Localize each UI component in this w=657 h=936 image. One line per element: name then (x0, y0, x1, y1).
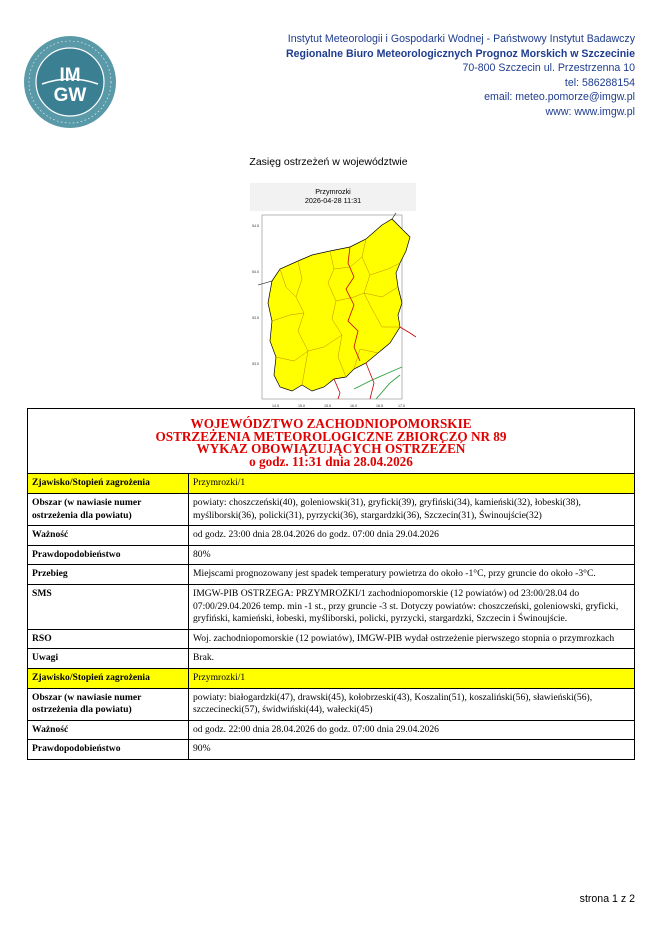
table-row (28, 474, 635, 494)
table-row (28, 740, 635, 760)
table-row (28, 668, 635, 688)
row-label: SMS (28, 584, 189, 629)
title-row (28, 409, 635, 474)
table-row (28, 649, 635, 669)
row-value: powiaty: choszczeński(40), goleniowski(31), gryficki(39), gryfiński(34), kamieński(32), łobeski(38), myśliborski(36), policki(31), pyrzycki(36), stargardzki(36), Szczecin(31), Świnoujście(32) (189, 493, 635, 525)
lon-tick: 15.5 (324, 404, 331, 408)
lat-tick: 53.5 (252, 316, 259, 320)
row-value: Brak. (189, 649, 635, 669)
warnings-table (27, 408, 635, 760)
row-label: Obszar (w nawiasie numer ostrzeżenia dla powiatu) (28, 688, 189, 720)
warning-map (250, 183, 416, 411)
title-line: o godz. 11:31 dnia 28.04.2026 (249, 453, 413, 469)
table-row (28, 545, 635, 565)
row-label: Prawdopodobieństwo (28, 545, 189, 565)
table-row (28, 526, 635, 546)
svg-text:IM: IM (59, 65, 81, 86)
row-value: 90% (189, 740, 635, 760)
lon-tick: 17.0 (398, 404, 405, 408)
row-label: Przebieg (28, 565, 189, 585)
lat-tick: 53.0 (252, 362, 259, 366)
row-value: IMGW-PIB OSTRZEGA: PRZYMROZKI/1 zachodniopomorskie (12 powiatów) od 23:00/28.04 do 07:00/29.04.2026 temp. min -1 st., przy gruncie -3 st. Dotyczy powiatów: choszczeński, goleniowski, gryficki, gryfiński, kamieński, łobeski, myśliborski, policki, pyrzycki, stargardzki, Szczecin i Świnoujście. (189, 584, 635, 629)
row-value: Woj. zachodniopomorskie (12 powiatów), IMGW-PIB wydał ostrzeżenie pierwszego stopnia o przymrozkach (189, 629, 635, 649)
map-header (250, 183, 416, 211)
row-label: Ważność (28, 526, 189, 546)
lon-tick: 16.0 (350, 404, 357, 408)
title-line: WYKAZ OBOWIĄZUJĄCYCH OSTRZEŻEŃ (196, 441, 466, 457)
lon-tick: 14.5 (272, 404, 279, 408)
table-row (28, 629, 635, 649)
map-title: Przymrozki (315, 187, 351, 196)
row-value: Przymrozki/1 (189, 474, 635, 494)
page-number: strona 1 z 2 (579, 893, 635, 905)
svg-text:GW: GW (53, 85, 87, 106)
table-row (28, 584, 635, 629)
lat-tick: 54.5 (252, 224, 259, 228)
title-line: OSTRZEŻENIA METEOROLOGICZNE ZBIORCZO NR 89 (155, 428, 507, 444)
document-title (28, 409, 635, 474)
office-name: Regionalne Biuro Meteorologicznych Prognoz Morskich w Szczecinie (285, 47, 635, 60)
lon-tick: 15.0 (298, 404, 305, 408)
row-label: RSO (28, 629, 189, 649)
lon-tick: 16.5 (376, 404, 383, 408)
institute-name: Instytut Meteorologii i Gospodarki Wodnej - Państwowy Instytut Badawczy (287, 33, 635, 45)
table-row (28, 688, 635, 720)
row-label: Prawdopodobieństwo (28, 740, 189, 760)
row-value: od godz. 23:00 dnia 28.04.2026 do godz. 07:00 dnia 29.04.2026 (189, 526, 635, 546)
address: 70-800 Szczecin ul. Przestrzenna 10 (462, 62, 635, 75)
row-label: Ważność (28, 720, 189, 740)
table-row (28, 565, 635, 585)
map-date: 2026-04-28 11:31 (304, 196, 362, 205)
table-row (28, 720, 635, 740)
row-value: Przymrozki/1 (189, 668, 635, 688)
title-line: WOJEWÓDZTWO ZACHODNIOPOMORSKIE (190, 416, 472, 431)
row-label: Uwagi (28, 649, 189, 669)
row-label: Zjawisko/Stopień zagrożenia (28, 474, 189, 494)
row-value: od godz. 22:00 dnia 28.04.2026 do godz. 07:00 dnia 29.04.2026 (189, 720, 635, 740)
institute-header (286, 32, 635, 120)
website-link[interactable]: www: www.imgw.pl (545, 105, 635, 118)
row-label: Zjawisko/Stopień zagrożenia (28, 668, 189, 688)
imgw-logo (22, 34, 118, 130)
email-link[interactable]: email: meteo.pomorze@imgw.pl (484, 91, 635, 104)
row-value: 80% (189, 545, 635, 565)
row-value: powiaty: białogardzki(47), drawski(45), kołobrzeski(43), Koszalin(51), koszaliński(56), sławieński(56), szczecinecki(57), świdwiński(44), wałecki(45) (189, 688, 635, 720)
row-value: Miejscami prognozowany jest spadek temperatury powietrza do około -1°C, przy gruncie do około -3°C. (189, 565, 635, 585)
lat-tick: 54.0 (252, 270, 259, 274)
table-row (28, 493, 635, 525)
row-label: Obszar (w nawiasie numer ostrzeżenia dla powiatu) (28, 493, 189, 525)
phone: tel: 586288154 (564, 76, 635, 89)
map-caption: Zasięg ostrzeżeń w województwie (249, 156, 408, 168)
map-graphic (250, 211, 416, 411)
